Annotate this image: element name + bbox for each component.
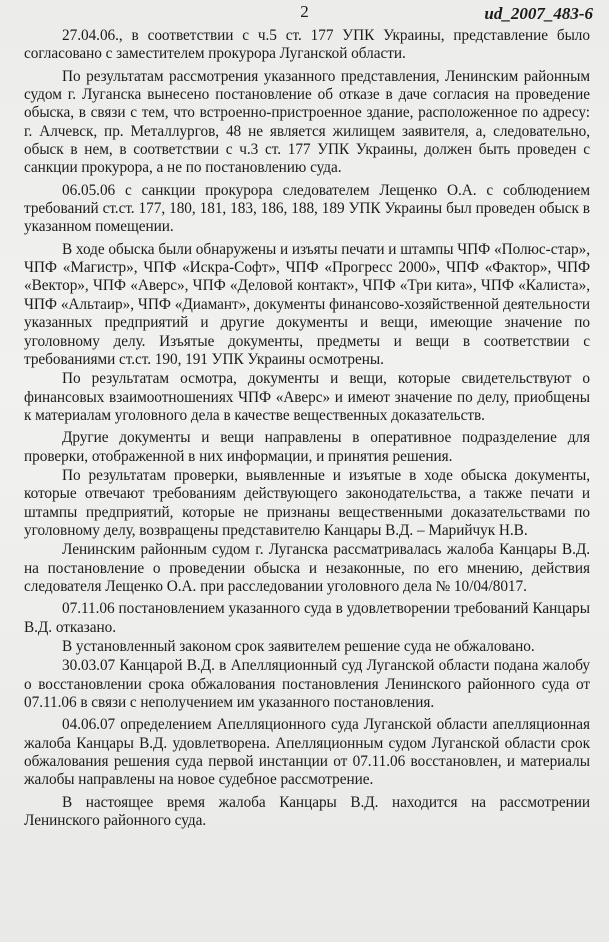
paragraph: 06.05.06 с санкции прокурора следователем Лещенко О.А. с соблюдением требований ст.ст. 177, 180, 181, 183, 186, 188, 189 УПК Украины был проведен обыск в указанном помещении. [24,181,590,236]
paragraph: 07.11.06 постановлением указанного суда в удовлетворении требований Канцары В.Д. отказано. [24,600,590,636]
paragraph: По результатам рассмотрения указанного представления, Ленинским районным судом г. Луганска вынесено постановление об отказе в даче согласия на проведение обыска, в связи с тем, что встроенно-пристроенное здание, расположенное по адресу: г. Алчевск, пр. Металлургов, 48 не является жилищем заявителя, а, следовательно, обыск в нем, в соответствии с ч.3 ст. 177 УПК Украины, должен быть проведен с санкции прокурора, а не по постановлению суда. [24,67,590,177]
document-id: ud_2007_483-6 [484,4,593,23]
paragraph: 27.04.06., в соответствии с ч.5 ст. 177 УПК Украины, представление было согласовано с заместителем прокурора Луганской области. [24,27,590,63]
paragraph: В ходе обыска были обнаружены и изъяты печати и штампы ЧПФ «Полюс-стар», ЧПФ «Магистр», ЧПФ «Искра-Софт», ЧПФ «Прогресс 2000», ЧПФ «Фактор», ЧПФ «Вектор», ЧПФ «Аверс», ЧПФ «Деловой контакт», ЧПФ «Три кита», ЧПФ «Калиста», ЧПФ «Альтаир», ЧПФ «Диамант», документы финансово-хозяйственной деятельности указанных предприятий и другие документы и вещи, имеющие значение по уголовному делу. Изъятые документы, предметы и вещи в соответствии с требованиями ст.ст. 190, 191 УПК Украины осмотрены. [24,240,590,368]
paragraph: 04.06.07 определением Апелляционного суда Луганской области апелляционная жалоба Канцары В.Д. удовлетворена. Апелляционным судом Луганской области срок обжалования решения суда первой инстанции от 07.11.06 восстановлен, и материалы жалобы направлены на новое судебное рассмотрение. [24,716,590,789]
paragraph: Ленинским районным судом г. Луганска рассматривалась жалоба Канцары В.Д. на постановление о проведении обыска и незаконные, по его мнению, действия следователя Лещенко О.А. при расследовании уголовного дела № 10/04/8017. [24,541,590,595]
paragraph: В установленный законом срок заявителем решение суда не обжаловано. [62,638,535,655]
paragraph: По результатам осмотра, документы и вещи, которые свидетельствуют о финансовых взаимоотношениях ЧПФ «Аверс» и имеют значение по делу, приобщены к материалам уголовного дела в качестве вещественных доказательств. [24,370,590,424]
paragraph: По результатам проверки, выявленные и изъятые в ходе обыска документы, которые отвечают требованиям действующего законодательства, а также печати и штампы предприятий, которые не признаны вещественными доказательствами по уголовному делу, возвращены представителю Канцары В.Д. – Марийчук Н.В. [24,466,590,539]
paragraph: Другие документы и вещи направлены в оперативное подразделение для проверки, отображенной в них информации, и принятия решения. [24,429,590,465]
page-number: 2 [300,2,309,21]
paragraph: 30.03.07 Канцарой В.Д. в Апелляционный суд Луганской области подана жалобу о восстановлении срока обжалования постановления Ленинского районного суда от 07.11.06 в связи с неполучением им указанного постановления. [24,657,590,712]
paragraph: В настоящее время жалоба Канцары В.Д. находится на рассмотрении Ленинского районного суда. [24,793,590,830]
document-body [24,27,590,830]
